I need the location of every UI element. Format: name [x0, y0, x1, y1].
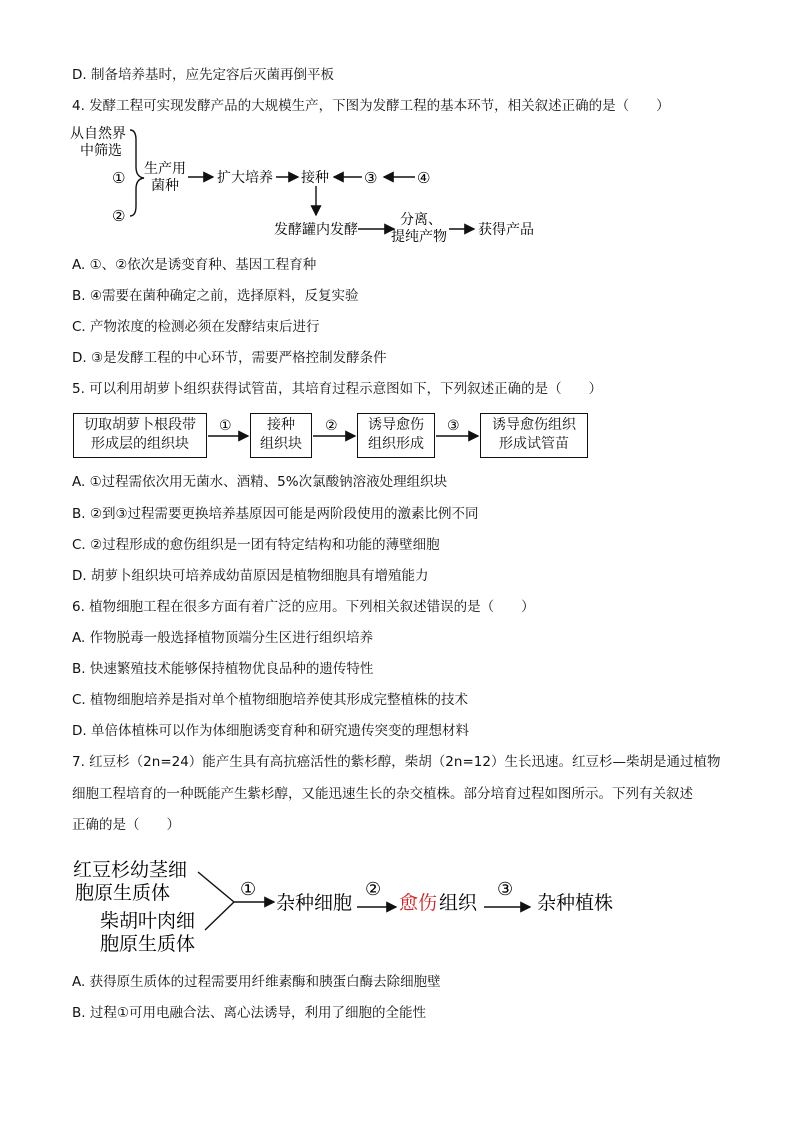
strain-text: 生产用 [144, 161, 186, 177]
option-text: D. ③是发酵工程的中心环节，需要严格控制发酵条件 [72, 350, 387, 366]
option-text: D. 胡萝卜组织块可培养成幼苗原因是植物细胞具有增殖能力 [72, 568, 429, 584]
brace-shape [130, 130, 144, 216]
option-text: D. 制备培养基时，应先定容后灭菌再倒平板 [72, 67, 334, 83]
hybrid-plant-text: 杂种植株 [537, 892, 614, 914]
circle-label: ③ [364, 169, 378, 187]
callus-highlight-text: 愈伤 [399, 892, 438, 914]
source-text: 从自然界 [70, 126, 126, 142]
box-text: 组织形成 [368, 436, 424, 452]
step-label: ① [240, 879, 257, 900]
option-text: A. ①过程需依次用无菌水、酒精、5%次氯酸钠溶液处理组织块 [72, 474, 448, 490]
source-text: 胞原生质体 [75, 882, 171, 904]
step-label: ② [365, 879, 382, 900]
box-text: 形成试管苗 [499, 436, 569, 452]
box-text: 诱导愈伤 [368, 417, 424, 433]
option-text: C. 产物浓度的检测必须在发酵结束后进行 [72, 319, 320, 335]
question-stem: 4. 发酵工程可实现发酵产品的大规模生产，下图为发酵工程的基本环节，相关叙述正确的是（ ） [72, 98, 670, 114]
source-text: 胞原生质体 [100, 933, 196, 955]
separate-text: 分离、 [400, 212, 442, 228]
circle-label: ④ [417, 169, 431, 187]
question-stem: 6. 植物细胞工程在很多方面有着广泛的应用。下列相关叙述错误的是（ ） [72, 599, 535, 615]
fermentation-flow-diagram [60, 122, 560, 247]
step-label: ③ [447, 418, 460, 434]
carrot-culture-arrows [0, 410, 794, 460]
circle-label: ① [112, 169, 126, 187]
hybrid-cell-text: 杂种细胞 [276, 892, 353, 914]
option-text: B. 过程①可用电融合法、离心法诱导，利用了细胞的全能性 [72, 1005, 426, 1021]
question-stem: 细胞工程培育的一种既能产生紫杉醇，又能迅速生长的杂交植株。部分培育过程如图所示。下列有关叙述 [72, 786, 693, 802]
separate-text: 提纯产物 [391, 229, 447, 245]
somatic-hybrid-diagram [60, 850, 640, 960]
source-text: 中筛选 [80, 143, 122, 159]
expand-text: 扩大培养 [217, 170, 273, 186]
option-text: A. 获得原生质体的过程需要用纤维素酶和胰蛋白酶去除细胞壁 [72, 974, 441, 990]
option-text: A. ①、②依次是诱变育种、基因工程育种 [72, 257, 317, 273]
option-text: B. 快速繁殖技术能够保持植物优良品种的遗传特性 [72, 661, 374, 677]
question-stem: 5. 可以利用胡萝卜组织获得试管苗，其培育过程示意图如下，下列叙述正确的是（ ） [72, 381, 603, 397]
step-label: ③ [497, 879, 514, 900]
step-label: ① [219, 418, 232, 434]
option-text: B. ④需要在菌种确定之前，选择原料，反复实验 [72, 288, 359, 304]
merge-line [205, 902, 234, 930]
question-stem: 正确的是（ ） [72, 817, 180, 833]
option-text: B. ②到③过程需要更换培养基原因可能是两阶段使用的激素比例不同 [72, 506, 479, 522]
option-text: A. 作物脱毒一般选择植物顶端分生区进行组织培养 [72, 630, 374, 646]
callus-text: 组织 [439, 892, 478, 914]
inoculate-text: 接种 [301, 170, 329, 186]
option-text: D. 单倍体植株可以作为体细胞诱变育种和研究遗传突变的理想材料 [72, 723, 469, 739]
step-label: ② [325, 418, 338, 434]
source-text: 红豆杉幼茎细 [73, 859, 188, 881]
ferment-text: 发酵罐内发酵 [274, 222, 358, 238]
box-text: 形成层的组织块 [91, 436, 189, 452]
circle-label: ② [112, 207, 126, 225]
product-text: 获得产品 [478, 222, 534, 238]
option-text: C. ②过程形成的愈伤组织是一团有特定结构和功能的薄壁细胞 [72, 537, 440, 553]
box-text: 诱导愈伤组织 [492, 417, 576, 433]
box-text: 接种 [267, 417, 295, 433]
question-stem: 7. 红豆杉（2n=24）能产生具有高抗癌活性的紫杉醇，柴胡（2n=12）生长迅速。红豆杉—柴胡是通过植物 [72, 754, 721, 770]
box-text: 切取胡萝卜根段带 [84, 417, 196, 433]
box-text: 组织块 [260, 436, 302, 452]
strain-text: 菌种 [151, 178, 179, 194]
option-text: C. 植物细胞培养是指对单个植物细胞培养使其形成完整植株的技术 [72, 692, 469, 708]
source-text: 柴胡叶肉细 [100, 910, 196, 932]
merge-line [198, 872, 234, 902]
